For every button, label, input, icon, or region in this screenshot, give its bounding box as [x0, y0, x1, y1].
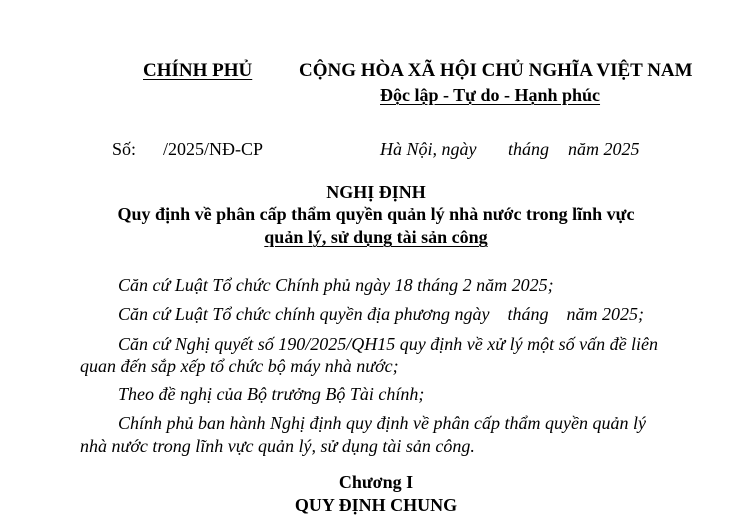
doc-subject-line-2 [0, 228, 752, 246]
chapter-title: QUY ĐỊNH CHUNG [294, 495, 458, 515]
issuer-name: CHÍNH PHỦ [143, 60, 253, 81]
date-place: Hà Nội, ngày [380, 139, 477, 159]
preamble-enactment-line-2: nhà nước trong lĩnh vực quản lý, sử dụng tài sản công. [80, 436, 475, 456]
national-motto: Độc lập - Tự do - Hạnh phúc [380, 85, 601, 105]
date-year: năm 2025 [568, 139, 640, 159]
preamble-basis-1: Căn cứ Luật Tổ chức Chính phủ ngày 18 tháng 2 năm 2025; [118, 275, 554, 295]
nation-name: CỘNG HÒA XÃ HỘI CHỦ NGHĨA VIỆT NAM [299, 60, 693, 81]
preamble-basis-3-line-1: Căn cứ Nghị quyết số 190/2025/QH15 quy định về xử lý một số vấn đề liên [118, 334, 659, 354]
preamble-basis-2: Căn cứ Luật Tổ chức chính quyền địa phương ngày tháng năm 2025; [118, 304, 645, 324]
doc-number-label: Số: [112, 139, 137, 159]
preamble-proposal: Theo đề nghị của Bộ trưởng Bộ Tài chính; [118, 384, 425, 404]
preamble-basis-3-line-2: quan đến sắp xếp tổ chức bộ máy nhà nước; [80, 356, 399, 376]
doc-number: /2025/NĐ-CP [163, 139, 264, 159]
preamble-enactment-line-1: Chính phủ ban hành Nghị định quy định về phân cấp thẩm quyền quản lý [118, 413, 646, 433]
chapter-number: Chương I [338, 472, 414, 492]
doc-subject-line-2-text: quản lý, sử dụng tài sản công [264, 227, 488, 247]
date-month: tháng [508, 139, 550, 159]
doc-type-title: NGHỊ ĐỊNH [326, 182, 426, 202]
doc-subject-line-1: Quy định về phân cấp thẩm quyền quản lý nhà nước trong lĩnh vực [117, 204, 635, 224]
